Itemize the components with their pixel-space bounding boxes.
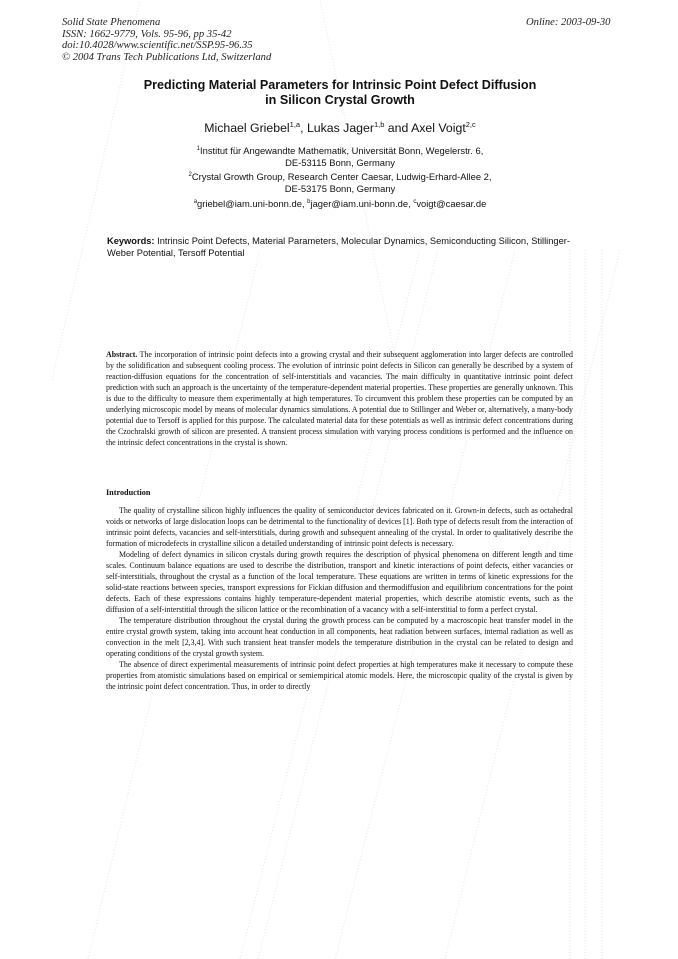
affiliation-line: Institut für Angewandte Mathematik, Universität Bonn, Wegelerstr. 6,: [200, 145, 484, 156]
abstract-text: The incorporation of intrinsic point defects into a growing crystal and their subsequent agglomeration into larger defects are controlled by the solidification and subsequent cooling process. The evolution of intrinsic point defects in Silicon can generally be described by a system of reaction-diffusion equations for the concentration of self-interstitials and vacancies. The main difficulty in quantitative intrinsic point defect prediction with such an approach is the uncertainty of the temperature-dependent material properties. These properties are generally unknown. This is due to the difficulty to measure them experimentally at high temperatures. To circumvent this problem these properties can be computed by an underlying microscopic model by means of molecular dynamics simulations. A potential due to Stillinger and Weber or, alternatively, a many-body potential due to Tersoff is applied for this purpose. The calculated material data for these potentials as well as intrinsic defect concentrations during the Czochralski growth of silicon are presented. A transient process simulation with varying process conditions is performed and the influence on the intrinsic defect concentrations in the crystal is shown.: [106, 350, 573, 447]
journal-doi: doi:10.4028/www.scientific.net/SSP.95-96.35: [62, 40, 253, 52]
email-address[interactable]: jager@iam.uni-bonn.de: [310, 198, 409, 209]
email-list: [100, 198, 580, 210]
journal-copyright: © 2004 Trans Tech Publications Ltd, Switzerland: [62, 51, 272, 63]
email-address[interactable]: griebel@iam.uni-bonn.de: [197, 198, 302, 209]
affiliation-sup: 1: [196, 146, 201, 152]
keywords-text: Intrinsic Point Defects, Material Parameters, Molecular Dynamics, Semiconducting Silicon, Stillinger-Weber Potential, Tersoff Potential: [107, 236, 570, 258]
abstract-label: Abstract.: [106, 350, 138, 359]
paragraph: The quality of crystalline silicon highly influences the quality of semiconductor devices fabricated on it. Grown-in defects, such as octahedral voids or networks of large dislocation loops can be detrimental to the functionality of devices [1]. Both type of defects result from the interaction of intrinsic point defects, vacancies and self-interstitials, during growth and subsequent annealing of the crystal. In order to qualitatively describe the formation of microdefects in crystalline silicon a detailed understanding of intrinsic point defects is necessary.: [106, 506, 573, 548]
title-line-2: in Silicon Crystal Growth: [265, 93, 415, 107]
journal-name: Solid State Phenomena: [62, 17, 161, 28]
email-sup: b: [307, 199, 311, 205]
author-name: Axel Voigt: [411, 121, 466, 135]
email-separator: ,: [301, 198, 308, 209]
email-separator: ,: [408, 198, 414, 209]
affiliation-2: [100, 171, 580, 194]
affiliation-1: [100, 145, 580, 168]
keywords: [107, 236, 573, 259]
affiliation-line: DE-53175 Bonn, Germany: [284, 182, 396, 194]
paragraph: The absence of direct experimental measurements of intrinsic point defect properties at high temperatures make it necessary to compute these properties from atomistic simulations based on empirical or semiempirical atomic models. Here, the microscopic quality of the crystal is given by the intrinsic point defect concentration. Thus, in order to directly: [106, 660, 573, 691]
affiliation-sup: 2: [188, 172, 192, 178]
abstract: [106, 349, 573, 448]
affiliation-line: DE-53115 Bonn, Germany: [285, 156, 395, 168]
paragraph: The temperature distribution throughout the crystal during the growth process can be computed by a macroscopic heat transfer model in the entire crystal growth system, taking into account heat conduction in all components, heat radiation between surfaces, internal radiation as well as convection in the melt [2,3,4]. With such transient heat transfer models the temperature distribution in the crystal can be related to design and operating conditions of the crystal growth system.: [106, 616, 573, 658]
section-heading-introduction: Introduction: [106, 488, 151, 497]
author-sup: 2,c: [465, 120, 476, 129]
author-sup: 1,b: [373, 120, 385, 129]
author-sup: 1,a: [289, 120, 301, 129]
title-line-1: Predicting Material Parameters for Intrinsic Point Defect Diffusion: [143, 78, 537, 92]
email-address[interactable]: voigt@caesar.de: [416, 198, 487, 209]
author-name: Lukas Jager: [306, 121, 374, 135]
author-separator: ,: [300, 121, 307, 135]
introduction-body: [106, 505, 573, 692]
email-sup: a: [193, 199, 198, 205]
keywords-label: Keywords:: [107, 236, 155, 246]
affiliation-line: Crystal Growth Group, Research Center Caesar, Ludwig-Erhard-Allee 2,: [191, 171, 492, 182]
journal-citation-block: [62, 17, 271, 63]
email-sup: c: [413, 199, 417, 205]
paragraph: Modeling of defect dynamics in silicon crystals during growth requires the description of physical phenomena on different length and time scales. Continuum balance equations are used to describe the distribution, transport and kinetic interactions of point defects, either vacancies or self-interstitials, throughout the crystal as a function of the local temperature. These equations are written in terms of kinetic expressions for the solid-state reactions between species, transport expressions for Fickian diffusion and thermodiffusion and equilibrium concentrations for the point defects. Each of these expressions contains highly temperature-dependent material properties, which describe atomistic events, such as the diffusion of a self-interstitial through the silicon lattice or the recombination of a vacancy with a self-interstitial to form a perfect crystal.: [106, 550, 573, 614]
paper-title: [100, 78, 580, 108]
journal-issn: ISSN: 1662-9779, Vols. 95-96, pp 35-42: [62, 28, 232, 40]
author-list: [100, 121, 580, 136]
author-name: Michael Griebel: [204, 121, 290, 135]
online-date: Online: 2003-09-30: [526, 17, 611, 28]
author-separator: and: [384, 121, 412, 135]
